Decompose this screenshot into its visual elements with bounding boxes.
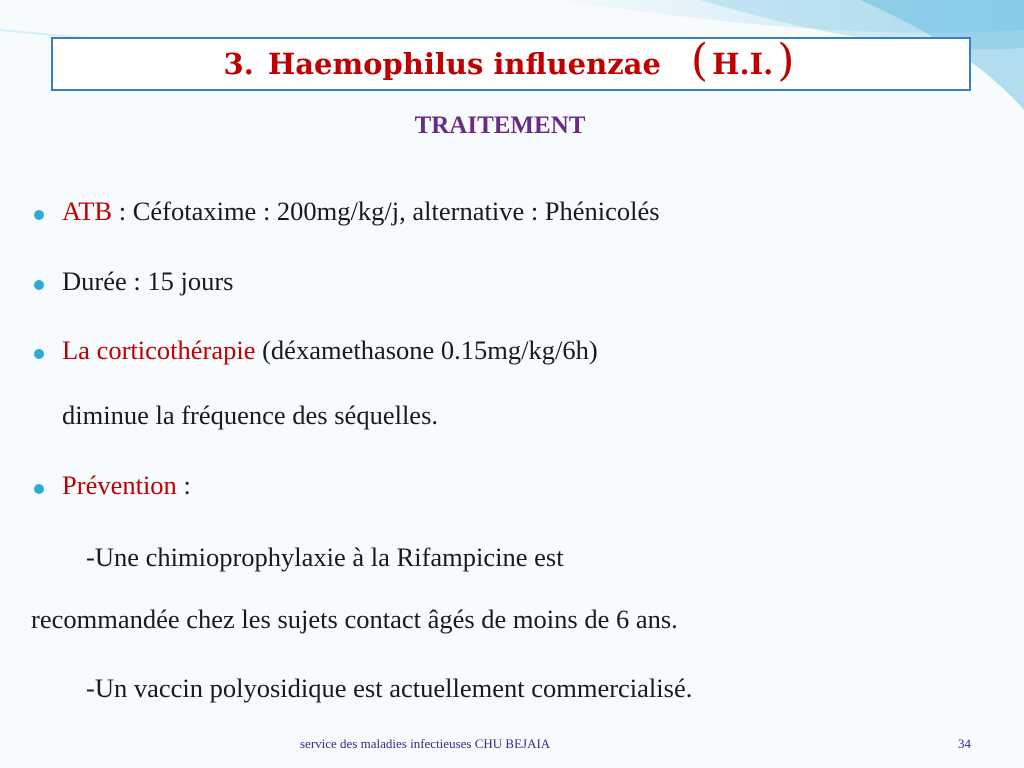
prevention-para2: -Un vaccin polyosidique est actuellement commercialisé. xyxy=(86,673,693,703)
bullet-dot xyxy=(34,280,44,290)
title-frame xyxy=(51,37,971,91)
cortico-label: La corticothérapie xyxy=(62,335,256,365)
bullet-dot xyxy=(34,210,44,220)
title-name: Haemophilus influenzae xyxy=(267,47,661,81)
prevention-para1-line2: recommandée chez les sujets contact âgés de moins de 6 ans. xyxy=(31,604,678,634)
footer-text: service des maladies infectieuses CHU BEJAIA xyxy=(300,736,551,751)
title-close-paren: ) xyxy=(777,35,795,86)
prevention-label: Prévention xyxy=(62,470,177,500)
page-number: 34 xyxy=(958,736,971,751)
title-open-paren: ( xyxy=(690,35,709,86)
prevention-text: : xyxy=(176,470,191,500)
subtitle: TRAITEMENT xyxy=(414,112,586,139)
title-abbrev: H.I. xyxy=(712,47,774,81)
bullet-dot xyxy=(34,484,44,494)
bullet-atb xyxy=(62,196,660,227)
prevention-para1-line1: -Une chimioprophylaxie à la Rifampicine est xyxy=(86,542,564,572)
bullet-cortico xyxy=(62,335,598,366)
bullet-duree: Durée : 15 jours xyxy=(62,266,234,296)
bullet-dot xyxy=(34,349,44,359)
bullet-prevention xyxy=(62,470,191,501)
cortico-line2: diminue la fréquence des séquelles. xyxy=(62,400,439,430)
atb-label: ATB xyxy=(62,196,113,226)
atb-text: : Céfotaxime : 200mg/kg/j, alternative : Phénicolés xyxy=(112,196,660,226)
title-number: 3. xyxy=(223,47,254,81)
cortico-text: (déxamethasone 0.15mg/kg/6h) xyxy=(255,335,598,365)
